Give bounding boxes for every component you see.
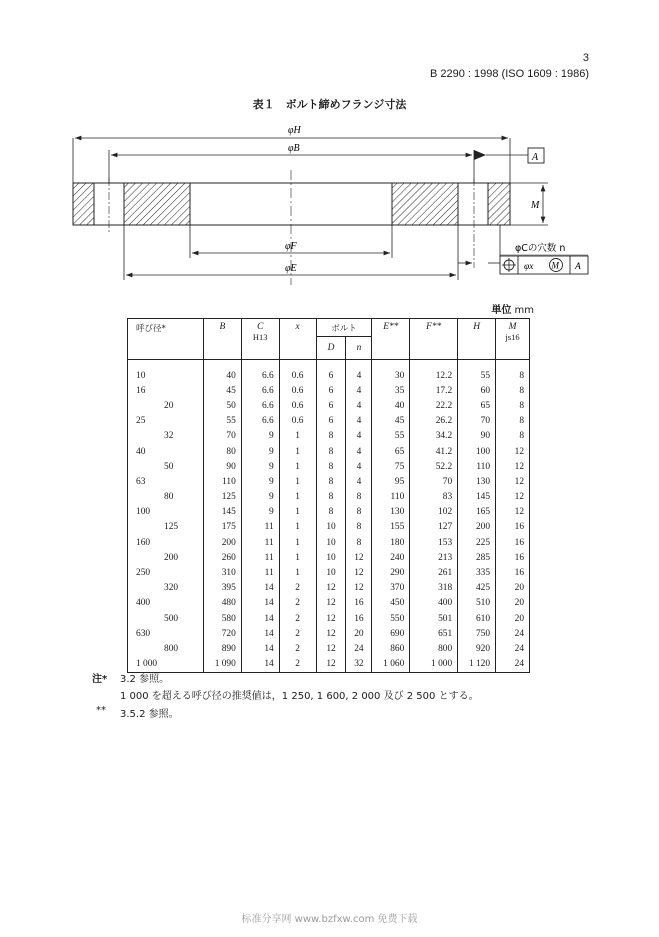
cell-nominal: 500 — [128, 611, 204, 626]
cell-f: 12.2 — [410, 360, 458, 384]
cell-nominal: 250 — [128, 565, 204, 580]
cell-c: 14 — [241, 581, 279, 596]
cell-h: 130 — [458, 474, 496, 489]
datum-a-label: A — [532, 152, 539, 163]
cell-nominal: 50 — [128, 459, 204, 474]
cell-d: 8 — [316, 490, 346, 505]
cell-x: 1 — [279, 429, 316, 444]
cell-n: 4 — [346, 459, 372, 474]
cell-f: 127 — [410, 520, 458, 535]
cell-d: 10 — [316, 565, 346, 580]
cell-x: 0.6 — [279, 414, 316, 429]
cell-d: 12 — [316, 626, 346, 641]
cell-x: 0.6 — [279, 383, 316, 398]
cell-e: 290 — [372, 565, 410, 580]
cell-f: 17.2 — [410, 383, 458, 398]
cell-nominal: 400 — [128, 596, 204, 611]
unit-word: 単位 — [491, 305, 512, 316]
cell-m: 8 — [496, 383, 530, 398]
cell-x: 1 — [279, 520, 316, 535]
cell-c: 6.6 — [241, 383, 279, 398]
cell-x: 1 — [279, 550, 316, 565]
table-row — [128, 596, 530, 611]
cell-h: 1 120 — [458, 657, 496, 673]
header-c-label: C — [257, 322, 264, 332]
cell-c: 14 — [241, 657, 279, 673]
cell-c: 6.6 — [241, 398, 279, 413]
cell-n: 32 — [346, 657, 372, 673]
note-label: 注* — [92, 674, 108, 685]
cell-m: 8 — [496, 429, 530, 444]
cell-nominal: 125 — [128, 520, 204, 535]
cell-c: 9 — [241, 474, 279, 489]
cell-x: 1 — [279, 505, 316, 520]
table-row — [128, 641, 530, 656]
standard-number: B 2290 : 1998 (ISO 1609 : 1986) — [429, 68, 589, 80]
cell-n: 4 — [346, 474, 372, 489]
cell-b: 175 — [203, 520, 241, 535]
header-m-label: M — [508, 322, 517, 332]
cell-b: 1 090 — [203, 657, 241, 673]
cell-x: 0.6 — [279, 360, 316, 384]
cell-x: 0.6 — [279, 398, 316, 413]
cell-c: 11 — [241, 520, 279, 535]
cell-nominal: 40 — [128, 444, 204, 459]
table-row — [128, 626, 530, 641]
cell-e: 55 — [372, 429, 410, 444]
cell-nominal: 1 000 — [128, 657, 204, 673]
cell-nominal: 80 — [128, 490, 204, 505]
cell-d: 8 — [316, 444, 346, 459]
cell-b: 55 — [203, 414, 241, 429]
cell-b: 40 — [203, 360, 241, 384]
cell-e: 45 — [372, 414, 410, 429]
cell-m: 16 — [496, 550, 530, 565]
header-c-sub: H13 — [252, 332, 268, 342]
cell-f: 213 — [410, 550, 458, 565]
phiF-label: φF — [285, 241, 297, 252]
header-n: n — [346, 337, 372, 360]
cell-d: 8 — [316, 429, 346, 444]
cell-e: 75 — [372, 459, 410, 474]
cell-e: 95 — [372, 474, 410, 489]
cell-x: 1 — [279, 535, 316, 550]
table-row — [128, 459, 530, 474]
header-c — [241, 319, 279, 360]
cell-m: 12 — [496, 505, 530, 520]
tolerance-value: φx — [524, 262, 534, 272]
cell-e: 180 — [372, 535, 410, 550]
cell-d: 12 — [316, 596, 346, 611]
cell-b: 200 — [203, 535, 241, 550]
header-h: H — [458, 319, 496, 360]
unit-label — [491, 301, 534, 316]
position-icon — [502, 258, 516, 272]
cell-n: 16 — [346, 611, 372, 626]
header-nominal: 呼び径* — [128, 319, 204, 360]
cell-e: 370 — [372, 581, 410, 596]
cell-m: 20 — [496, 596, 530, 611]
table-row — [128, 611, 530, 626]
header-bolt: ボルト — [316, 319, 372, 337]
cell-d: 10 — [316, 550, 346, 565]
phiE-label: φE — [285, 263, 297, 274]
cell-f: 102 — [410, 505, 458, 520]
cell-nominal: 20 — [128, 398, 204, 413]
cell-c: 9 — [241, 490, 279, 505]
unit-value: mm — [514, 305, 534, 316]
cell-d: 10 — [316, 520, 346, 535]
table-row — [128, 360, 530, 384]
cell-n: 4 — [346, 360, 372, 384]
cell-c: 6.6 — [241, 414, 279, 429]
cell-f: 318 — [410, 581, 458, 596]
cell-x: 2 — [279, 596, 316, 611]
cell-m: 8 — [496, 398, 530, 413]
table-row — [128, 444, 530, 459]
cell-x: 2 — [279, 626, 316, 641]
m-label: M — [531, 200, 540, 211]
cell-h: 510 — [458, 596, 496, 611]
cell-m: 16 — [496, 535, 530, 550]
cell-h: 225 — [458, 535, 496, 550]
cell-e: 30 — [372, 360, 410, 384]
cell-h: 90 — [458, 429, 496, 444]
cell-n: 8 — [346, 505, 372, 520]
table-row — [128, 581, 530, 596]
cell-m: 12 — [496, 444, 530, 459]
cell-nominal: 100 — [128, 505, 204, 520]
cell-h: 100 — [458, 444, 496, 459]
cell-b: 110 — [203, 474, 241, 489]
flange-drawing — [0, 0, 659, 300]
cell-e: 860 — [372, 641, 410, 656]
cell-b: 80 — [203, 444, 241, 459]
cell-f: 26.2 — [410, 414, 458, 429]
page-number: 3 — [582, 52, 589, 64]
cell-m: 16 — [496, 520, 530, 535]
cell-n: 4 — [346, 383, 372, 398]
cell-h: 335 — [458, 565, 496, 580]
cell-m: 8 — [496, 360, 530, 384]
cell-f: 501 — [410, 611, 458, 626]
cell-c: 6.6 — [241, 360, 279, 384]
cell-n: 4 — [346, 429, 372, 444]
cell-b: 50 — [203, 398, 241, 413]
flange-dimension-table — [127, 318, 530, 673]
header-x: x — [279, 319, 316, 360]
cell-e: 550 — [372, 611, 410, 626]
cell-n: 12 — [346, 581, 372, 596]
table-row — [128, 505, 530, 520]
cell-b: 45 — [203, 383, 241, 398]
table-row — [128, 565, 530, 580]
table-title: 表１ ボルト締めフランジ寸法 — [252, 98, 407, 111]
cell-f: 1 000 — [410, 657, 458, 673]
table-row — [128, 474, 530, 489]
table-row — [128, 657, 530, 673]
cell-d: 10 — [316, 535, 346, 550]
table-row — [128, 429, 530, 444]
cell-h: 70 — [458, 414, 496, 429]
cell-b: 145 — [203, 505, 241, 520]
table-row — [128, 398, 530, 413]
table-row — [128, 550, 530, 565]
cell-x: 1 — [279, 459, 316, 474]
cell-f: 52.2 — [410, 459, 458, 474]
cell-e: 35 — [372, 383, 410, 398]
cell-d: 6 — [316, 383, 346, 398]
watermark: 标准分享网 www.bzfxw.com 免费下载 — [241, 914, 418, 925]
cell-m: 24 — [496, 626, 530, 641]
cell-h: 920 — [458, 641, 496, 656]
cell-m: 12 — [496, 474, 530, 489]
note-label-2: ** — [96, 705, 106, 716]
cell-c: 14 — [241, 611, 279, 626]
cell-e: 155 — [372, 520, 410, 535]
cell-c: 14 — [241, 626, 279, 641]
cell-h: 165 — [458, 505, 496, 520]
table-row — [128, 535, 530, 550]
cell-c: 14 — [241, 641, 279, 656]
table-row — [128, 383, 530, 398]
cell-c: 11 — [241, 550, 279, 565]
header-d: D — [316, 337, 346, 360]
header-m — [496, 319, 530, 360]
cell-d: 8 — [316, 459, 346, 474]
cell-n: 16 — [346, 596, 372, 611]
cell-n: 8 — [346, 520, 372, 535]
cell-e: 450 — [372, 596, 410, 611]
cell-h: 750 — [458, 626, 496, 641]
cell-n: 8 — [346, 490, 372, 505]
cell-nominal: 200 — [128, 550, 204, 565]
cell-b: 70 — [203, 429, 241, 444]
phiB-label: φB — [288, 143, 300, 154]
cell-n: 24 — [346, 641, 372, 656]
cell-f: 41.2 — [410, 444, 458, 459]
phiH-label: φH — [288, 125, 301, 136]
header-b: B — [203, 319, 241, 360]
cell-d: 12 — [316, 641, 346, 656]
cell-f: 34.2 — [410, 429, 458, 444]
cell-m: 24 — [496, 657, 530, 673]
cell-c: 14 — [241, 596, 279, 611]
cell-b: 395 — [203, 581, 241, 596]
cell-h: 200 — [458, 520, 496, 535]
cell-c: 11 — [241, 565, 279, 580]
cell-n: 20 — [346, 626, 372, 641]
cell-d: 6 — [316, 360, 346, 384]
cell-b: 310 — [203, 565, 241, 580]
header-f: F** — [410, 319, 458, 360]
cell-c: 9 — [241, 429, 279, 444]
cell-c: 9 — [241, 444, 279, 459]
cell-n: 12 — [346, 550, 372, 565]
cell-b: 580 — [203, 611, 241, 626]
cell-nominal: 320 — [128, 581, 204, 596]
cell-e: 65 — [372, 444, 410, 459]
cell-m: 16 — [496, 565, 530, 580]
cell-n: 12 — [346, 565, 372, 580]
cell-n: 4 — [346, 398, 372, 413]
cell-f: 83 — [410, 490, 458, 505]
cell-nominal: 800 — [128, 641, 204, 656]
cell-d: 12 — [316, 657, 346, 673]
table-row — [128, 490, 530, 505]
table-row — [128, 414, 530, 429]
cell-f: 22.2 — [410, 398, 458, 413]
cell-n: 4 — [346, 444, 372, 459]
cell-m: 20 — [496, 581, 530, 596]
tolerance-datum: A — [575, 262, 581, 272]
cell-h: 145 — [458, 490, 496, 505]
cell-x: 1 — [279, 565, 316, 580]
cell-e: 240 — [372, 550, 410, 565]
header-m-sub: js16 — [505, 332, 520, 342]
cell-nominal: 10 — [128, 360, 204, 384]
cell-b: 480 — [203, 596, 241, 611]
cell-e: 40 — [372, 398, 410, 413]
header-e: E** — [372, 319, 410, 360]
cell-e: 110 — [372, 490, 410, 505]
cell-c: 9 — [241, 459, 279, 474]
cell-nominal: 63 — [128, 474, 204, 489]
cell-d: 12 — [316, 581, 346, 596]
cell-x: 1 — [279, 490, 316, 505]
cell-e: 130 — [372, 505, 410, 520]
cell-h: 610 — [458, 611, 496, 626]
cell-x: 2 — [279, 581, 316, 596]
tolerance-modifier: M — [551, 260, 559, 271]
cell-h: 60 — [458, 383, 496, 398]
table-row — [128, 520, 530, 535]
cell-d: 8 — [316, 474, 346, 489]
cell-b: 125 — [203, 490, 241, 505]
cell-n: 8 — [346, 535, 372, 550]
cell-h: 425 — [458, 581, 496, 596]
cell-d: 6 — [316, 414, 346, 429]
cell-b: 890 — [203, 641, 241, 656]
cell-b: 720 — [203, 626, 241, 641]
cell-x: 1 — [279, 474, 316, 489]
cell-m: 12 — [496, 490, 530, 505]
table-body — [128, 360, 530, 673]
cell-h: 65 — [458, 398, 496, 413]
cell-x: 2 — [279, 657, 316, 673]
cell-n: 4 — [346, 414, 372, 429]
cell-c: 11 — [241, 535, 279, 550]
cell-f: 800 — [410, 641, 458, 656]
cell-f: 651 — [410, 626, 458, 641]
holes-label: φCの穴数 n — [515, 243, 566, 254]
cell-d: 8 — [316, 505, 346, 520]
cell-m: 20 — [496, 611, 530, 626]
cell-f: 153 — [410, 535, 458, 550]
cell-c: 9 — [241, 505, 279, 520]
cell-h: 110 — [458, 459, 496, 474]
cell-m: 8 — [496, 414, 530, 429]
note-1-extra: 1 000 を超える呼び径の推奨値は，1 250, 1 600, 2 000 及び 2 500 とする。 — [120, 691, 479, 702]
cell-nominal: 32 — [128, 429, 204, 444]
cell-h: 285 — [458, 550, 496, 565]
cell-m: 24 — [496, 641, 530, 656]
cell-nominal: 25 — [128, 414, 204, 429]
cell-m: 12 — [496, 459, 530, 474]
cell-x: 2 — [279, 641, 316, 656]
cell-e: 690 — [372, 626, 410, 641]
cell-x: 1 — [279, 444, 316, 459]
cell-e: 1 060 — [372, 657, 410, 673]
cell-f: 400 — [410, 596, 458, 611]
cell-x: 2 — [279, 611, 316, 626]
cell-b: 90 — [203, 459, 241, 474]
cell-h: 55 — [458, 360, 496, 384]
cell-f: 261 — [410, 565, 458, 580]
cell-nominal: 160 — [128, 535, 204, 550]
cell-d: 6 — [316, 398, 346, 413]
cell-d: 12 — [316, 611, 346, 626]
cell-nominal: 16 — [128, 383, 204, 398]
note-2: 3.5.2 参照。 — [120, 709, 179, 720]
note-1: 3.2 参照。 — [120, 674, 170, 685]
cell-b: 260 — [203, 550, 241, 565]
cell-f: 70 — [410, 474, 458, 489]
cell-nominal: 630 — [128, 626, 204, 641]
